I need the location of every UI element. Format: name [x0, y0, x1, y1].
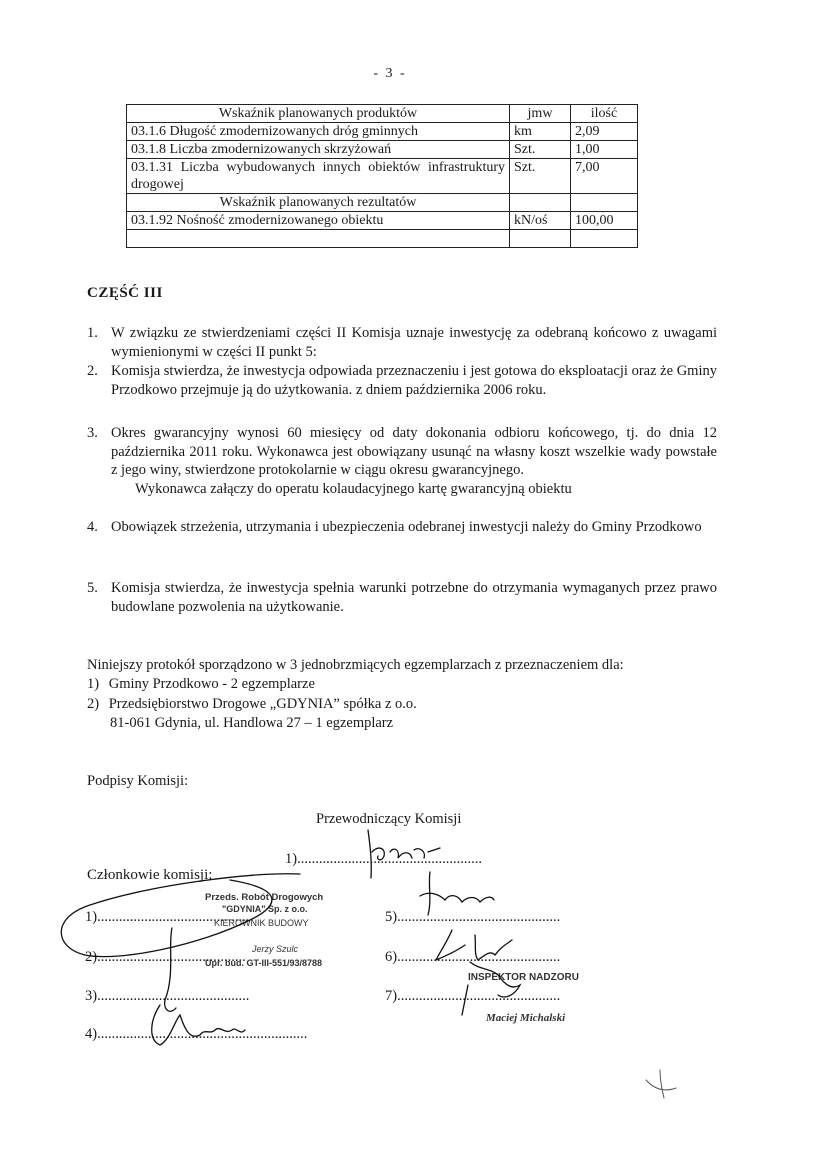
signature-line-member-1: 1).......................................... [85, 909, 250, 925]
table-cell: 03.1.92 Nośność zmodernizowanego obiektu [127, 212, 510, 230]
list-item [87, 362, 717, 399]
table-cell: 1,00 [571, 141, 638, 159]
list-item [87, 324, 717, 361]
copies-item-text: Gminy Przodkowo - 2 egzemplarze [108, 676, 315, 692]
table-row [127, 141, 638, 159]
copies-item-number: 2) [87, 696, 100, 712]
table-cell [510, 194, 571, 212]
signature-line-member-2: 2)......................................... [85, 949, 246, 965]
table-subheader-cell: Wskaźnik planowanych rezultatów [127, 194, 510, 212]
signature-line-member-7: 7)............................................. [385, 988, 561, 1004]
list-item [87, 518, 717, 537]
list-item-extra: Wykonawca załączy do operatu kolaudacyjnego kartę gwarancyjną obiektu [135, 480, 572, 497]
signature-line-member-3: 3).......................................... [85, 988, 250, 1004]
inspector-name: Maciej Michalski [486, 1012, 566, 1024]
table-header-cell: ilość [571, 105, 638, 123]
copies-item [87, 695, 417, 713]
copies-item-text: Przedsiębiorstwo Drogowe „GDYNIA” spółka z o.o. [108, 696, 417, 712]
table-cell [127, 230, 510, 248]
table-row [127, 212, 638, 230]
copies-item-address: 81-061 Gdynia, ul. Handlowa 27 – 1 egzemplarz [110, 715, 394, 731]
chair-title: Przewodniczący Komisji [316, 811, 462, 827]
members-label: Członkowie komisji: [87, 867, 213, 883]
page-number: - 3 - [373, 66, 407, 81]
table-cell [571, 194, 638, 212]
list-item-number: 2. [87, 363, 98, 379]
list-item-number: 1. [87, 325, 98, 341]
company-stamp-line: Przeds. Robót Drogowych [205, 892, 324, 903]
table-cell: 7,00 [571, 159, 638, 194]
table-cell [571, 230, 638, 248]
list-item-text: Okres gwarancyjny wynosi 60 miesięcy od daty dokonania odbioru końcowego, tj. do dnia 12 października 2011 roku. Wykonawca jest obowiązany usunąć na własny koszt wszelkie wady powstałe z jego winy, stwierdzone protokolarnie w ciągu okresu gwarancyjnego. [111, 425, 717, 478]
signature-line-member-5: 5)............................................. [385, 909, 561, 925]
table-cell [510, 230, 571, 248]
signatures-label: Podpisy Komisji: [87, 773, 189, 789]
table-cell: 100,00 [571, 212, 638, 230]
list-item-text: Komisja stwierdza, że inwestycja odpowiada przeznaczeniu i jest gotowa do eksploatacji oraz że Gminy Przodkowo przejmuje ją do użytkowania. z dniem października 2006 roku. [111, 363, 717, 398]
list-item-number: 4. [87, 519, 98, 535]
copies-item [87, 675, 315, 693]
list-item-text: Obowiązek strzeżenia, utrzymania i ubezpieczenia odebranej inwestycji należy do Gminy Przodkowo [111, 519, 702, 535]
table-subheader-row [127, 194, 638, 212]
table-header-cell: Wskaźnik planowanych produktów [127, 105, 510, 123]
table-cell: kN/oś [510, 212, 571, 230]
table-cell: Szt. [510, 159, 571, 194]
list-item-number: 5. [87, 580, 98, 596]
signature-line-chair: 1)................................................... [285, 851, 482, 867]
table-header-cell: jmw [510, 105, 571, 123]
list-item [87, 424, 717, 498]
faint-stamp-mark [646, 1070, 676, 1098]
table-cell: km [510, 123, 571, 141]
table-row-empty [127, 230, 638, 248]
table-row [127, 123, 638, 141]
table-cell: 03.1.31 Liczba wybudowanych innych obiektów infrastruktury drogowej [127, 159, 510, 194]
list-item-text: Komisja stwierdza, że inwestycja spełnia warunki potrzebne do otrzymania wymaganych przez prawo budowlane pozwolenia na użytkowanie. [111, 580, 717, 615]
list-item-number: 3. [87, 425, 98, 441]
company-stamp-line: "GDYNIA" Sp. z o.o. [222, 904, 308, 914]
table-cell: 03.1.8 Liczba zmodernizowanych skrzyżowań [127, 141, 510, 159]
list-item-text: W związku ze stwierdzeniami części II Komisja uznaje inwestycję za odebraną końcowo z uwagami wymienionymi w części II punkt 5: [111, 325, 717, 360]
company-stamp-line: Jerzy Szulc [252, 944, 299, 954]
table-cell: 2,09 [571, 123, 638, 141]
table-cell: Szt. [510, 141, 571, 159]
signature-line-member-6: 6)............................................. [385, 949, 561, 965]
indicators-table [126, 104, 638, 248]
table-row [127, 159, 638, 194]
inspector-stamp: INSPEKTOR NADZORU [468, 972, 579, 983]
signature-line-member-4: 4).......................................................... [85, 1026, 308, 1042]
copies-item-number: 1) [87, 676, 100, 692]
section-heading: CZĘŚĆ III [87, 285, 163, 301]
company-stamp-line: KIEROWNIK BUDOWY [214, 918, 309, 928]
copies-intro: Niniejszy protokół sporządzono w 3 jednobrzmiących egzemplarzach z przeznaczeniem dla: [87, 657, 624, 673]
table-cell: 03.1.6 Długość zmodernizowanych dróg gminnych [127, 123, 510, 141]
table-header-row [127, 105, 638, 123]
company-stamp-line: Upr. bud. GT-III-551/93/8788 [205, 958, 323, 968]
list-item [87, 579, 717, 616]
